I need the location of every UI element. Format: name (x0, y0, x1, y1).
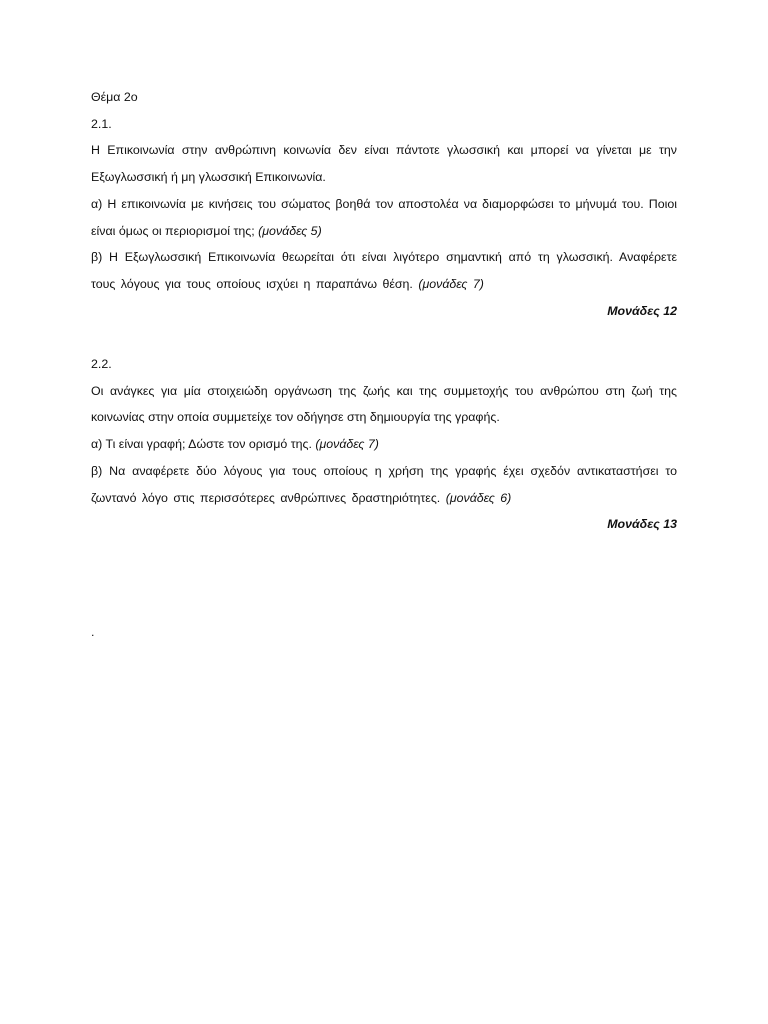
section-2-1-total: Μονάδες 12 (607, 303, 677, 318)
question-2-1-a-points: (μονάδες 5) (258, 223, 322, 238)
section-2-1-number: 2.1. (91, 116, 112, 131)
question-2-1-b-points: (μονάδες 7) (418, 276, 484, 291)
question-2-2-b (91, 458, 677, 511)
trailing-period: . (91, 625, 95, 639)
section-2-1-intro: Η Επικοινωνία στην ανθρώπινη κοινωνία δεν είναι πάντοτε γλωσσική και μπορεί να γίνεται με την Εξωγλωσσική ή μη γλωσσική Επικοινωνία. (91, 143, 677, 185)
question-2-1-a-text: α) Η επικοινωνία με κινήσεις του σώματος βοηθά τον αποστολέα να διαμορφώσει το μήνυμά του. Ποιοι είναι όμως οι περιορισμοί της; (91, 196, 677, 238)
question-2-2-a-text: α) Τι είναι γραφή; Δώστε τον ορισμό της. (91, 437, 312, 452)
question-2-2-b-text: β) Να αναφέρετε δύο λόγους για τους οποίους η χρήση της γραφής έχει σχεδόν αντικαταστήσει το ζωντανό λόγο στις περισσότερες ανθρώπινες δραστηριότητες. (91, 463, 677, 505)
question-2-1-b-text: β) Η Εξωγλωσσική Επικοινωνία θεωρείται ότι είναι λιγότερο σημαντική από τη γλωσσική. Αναφέρετε τους λόγους για τους οποίους ισχύει η παραπάνω θέση. (91, 250, 677, 291)
page-title: Θέμα 2ο (91, 90, 138, 104)
question-2-1-b (91, 244, 677, 297)
question-2-1-a (91, 191, 677, 244)
question-2-2-b-points: (μονάδες 6) (445, 490, 512, 505)
section-2-2-total: Μονάδες 13 (607, 517, 677, 532)
question-2-2-a-points: (μονάδες 7) (315, 437, 379, 452)
question-2-2-a (91, 431, 677, 458)
section-spacer (91, 324, 677, 351)
exam-page (91, 84, 677, 538)
section-2-2-number: 2.2. (91, 357, 112, 372)
section-2-2-intro: Οι ανάγκες για μία στοιχειώδη οργάνωση της ζωής και της συμμετοχής του ανθρώπου στη ζωή της κοινωνίας στην οποία συμμετείχε τον οδήγησε στη δημιουργία της γραφής. (91, 383, 677, 425)
